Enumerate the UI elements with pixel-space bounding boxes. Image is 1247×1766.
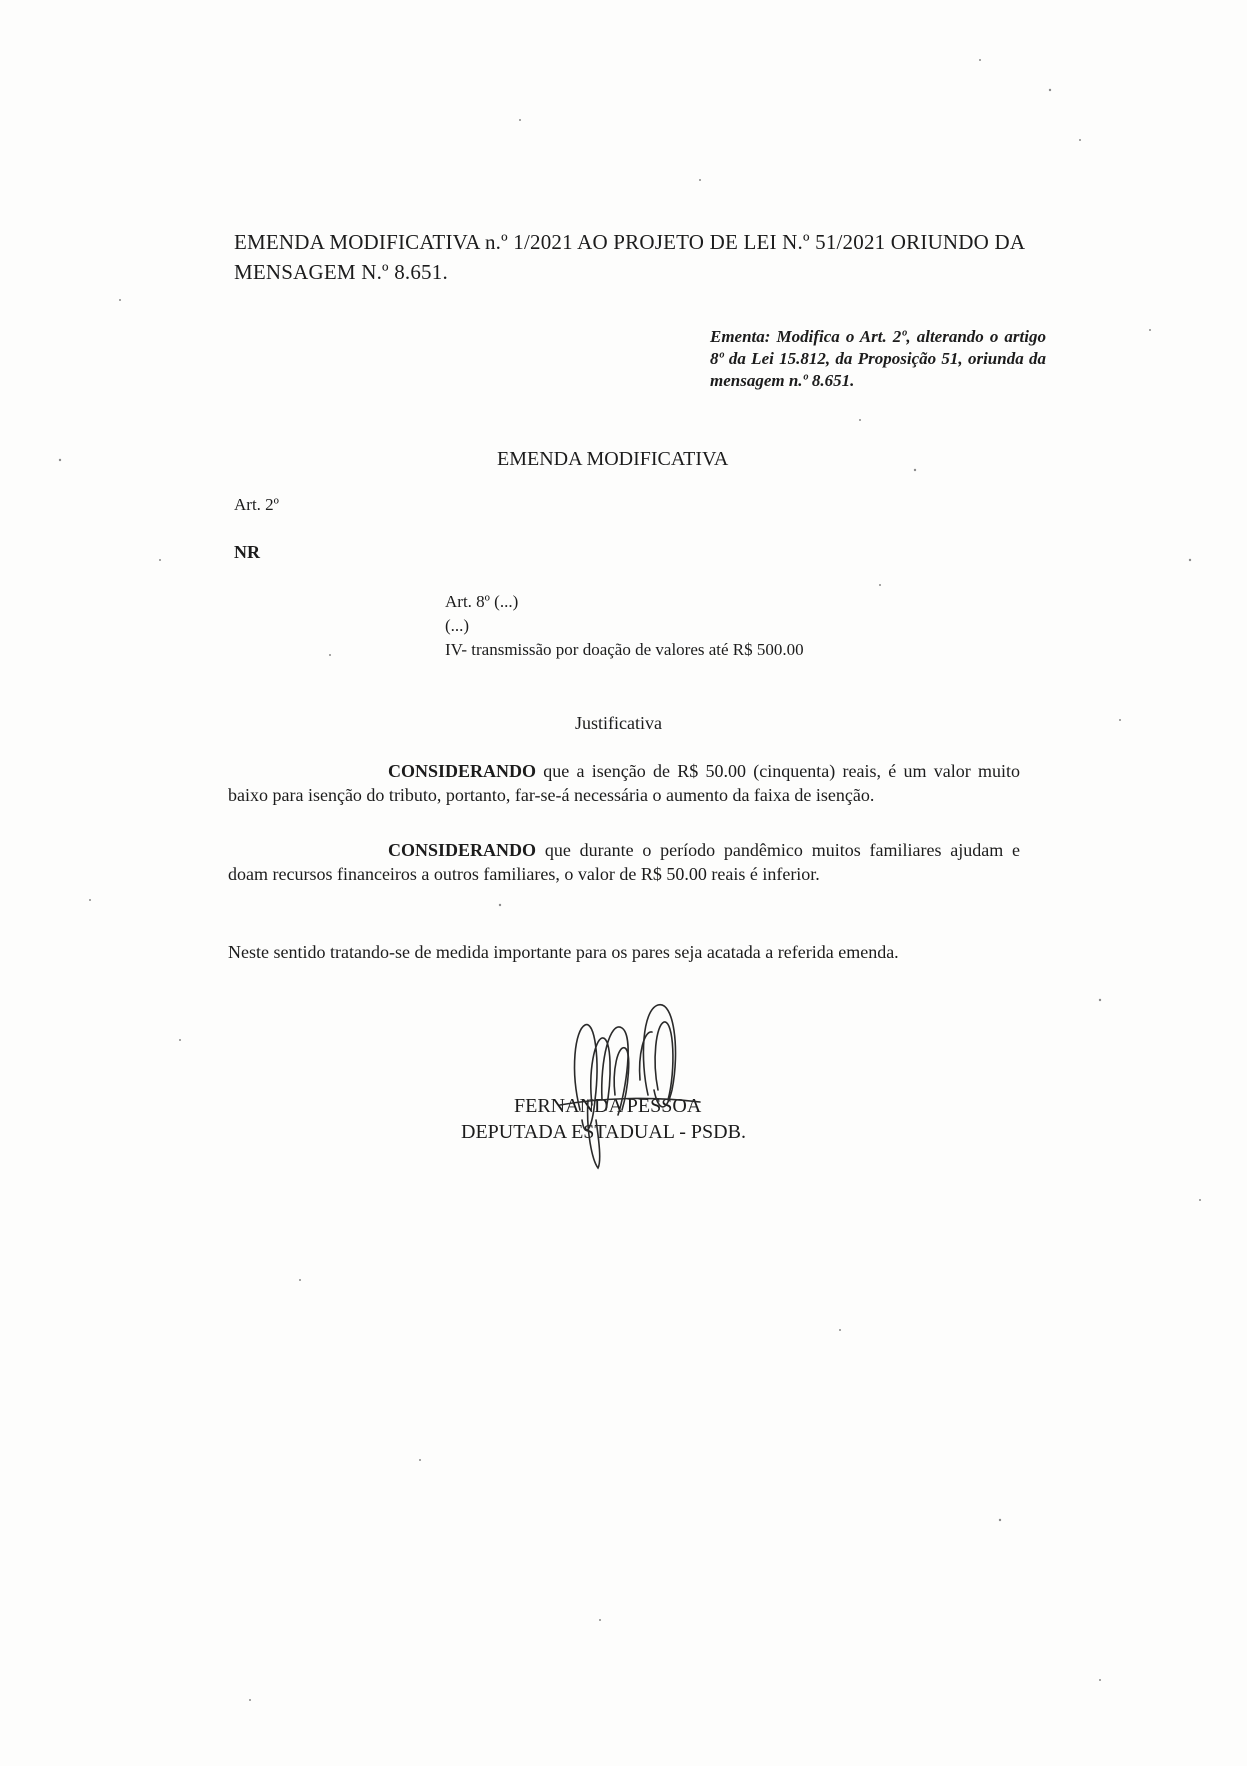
justification-title: Justificativa — [575, 713, 662, 733]
paragraph-lead: CONSIDERANDO — [388, 761, 537, 781]
amendment-heading: EMENDA MODIFICATIVA n.º 1/2021 AO PROJETO DE LEI N.º 51/2021 ORIUNDO DA MENSAGEM N.º 8.651. — [234, 230, 1025, 284]
quoted-line-ellipsis: (...) — [445, 616, 470, 635]
quoted-line-item-iv: IV- transmissão por doação de valores até R$ 500.00 — [445, 640, 804, 659]
justification-paragraph — [228, 838, 1020, 886]
paragraph-text: que durante o período pandêmico muitos familiares ajudam e doam recursos financeiros a outros familiares, o valor de R$ 50.00 reais é inferior. — [228, 840, 1020, 884]
quoted-article-block — [445, 590, 804, 662]
quoted-line-article: Art. 8º (...) — [445, 592, 519, 611]
signer-name: FERNANDA PESSOA — [514, 1095, 702, 1117]
justification-paragraph — [228, 759, 1020, 807]
signer-role: DEPUTADA ESTADUAL - PSDB. — [461, 1121, 746, 1143]
paragraph-text: que a isenção de R$ 50.00 (cinquenta) reais, é um valor muito baixo para isenção do tributo, portanto, far-se-á necessária o aumento da faixa de isenção. — [228, 761, 1020, 805]
section-title: EMENDA MODIFICATIVA — [497, 448, 729, 470]
paragraph-text: Neste sentido tratando-se de medida importante para os pares seja acatada a referida emenda. — [228, 942, 899, 962]
article-label: Art. 2º — [234, 495, 279, 514]
nr-label: NR — [234, 542, 260, 562]
closing-paragraph — [228, 940, 1020, 964]
paragraph-lead: CONSIDERANDO — [388, 840, 537, 860]
ementa-summary: Ementa: Modifica o Art. 2º, alterando o artigo 8º da Lei 15.812, da Proposição 51, oriunda da mensagem n.º 8.651. — [710, 327, 1046, 390]
handwritten-signature — [540, 1000, 720, 1170]
